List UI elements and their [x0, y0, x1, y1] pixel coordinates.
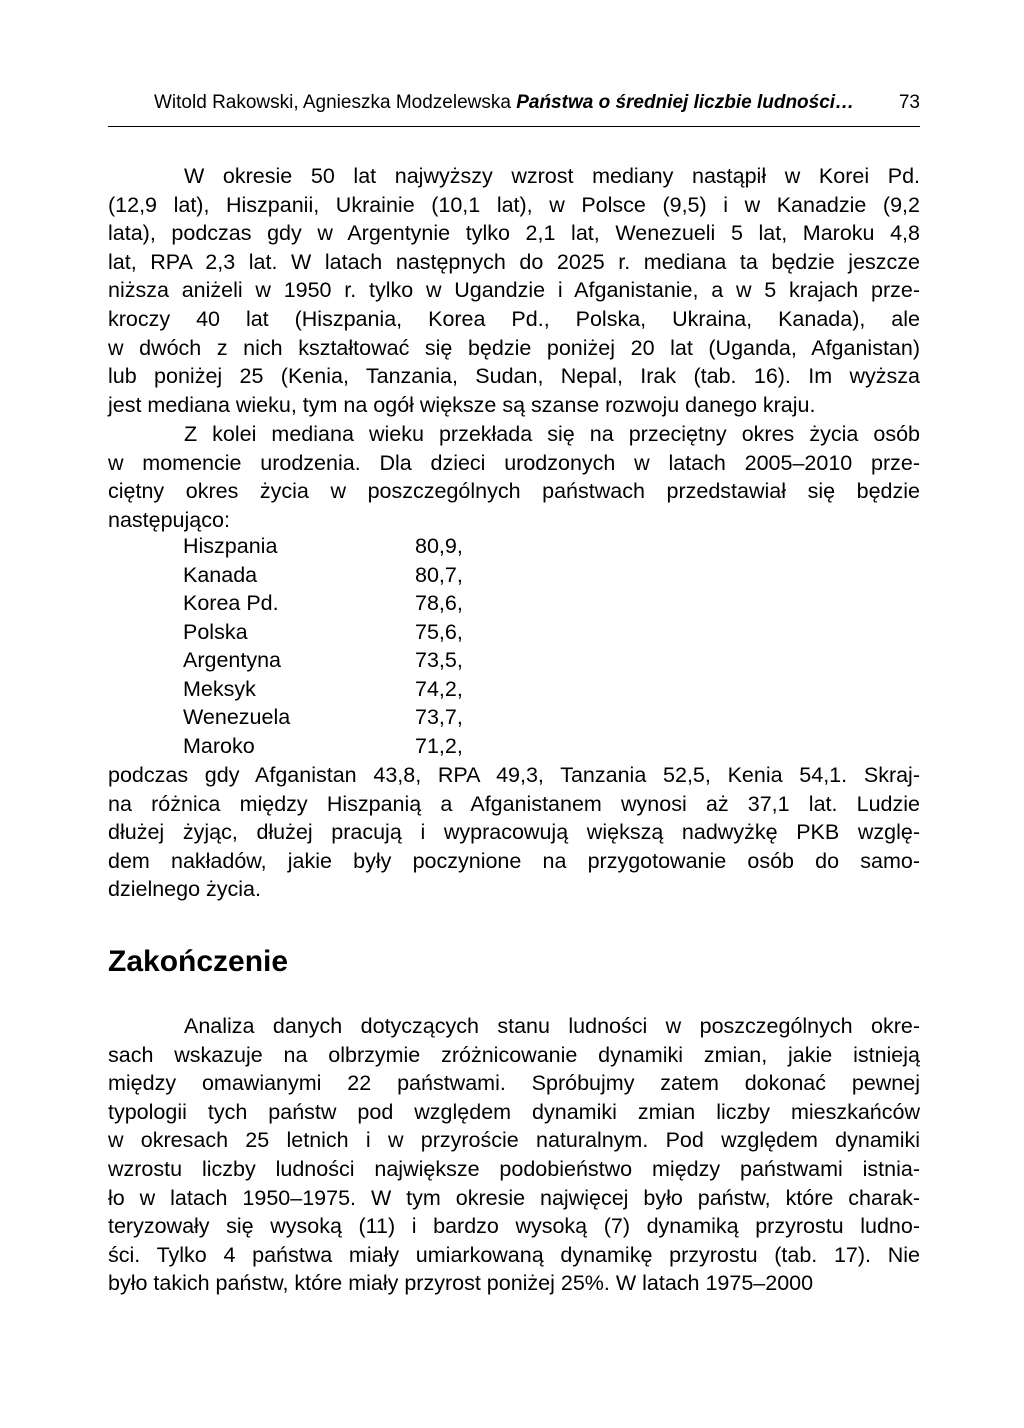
life-expectancy-value: 73,5,: [415, 648, 463, 672]
text-line: w okresach 25 letnich i w przyroście naturalnym. Pod względem dynamiki: [108, 1128, 920, 1153]
section-heading: Zakończenie: [108, 945, 289, 978]
list-item: [183, 532, 583, 561]
text-line: było takich państw, które miały przyrost poniżej 25%. W latach 1975–2000: [108, 1271, 814, 1296]
list-item: [183, 646, 583, 675]
list-item: [183, 561, 583, 590]
list-item: [183, 732, 583, 761]
text-line: kroczy 40 lat (Hiszpania, Korea Pd., Polska, Ukraina, Kanada), ale: [108, 306, 920, 331]
country-name: Argentyna: [183, 648, 282, 672]
paragraph-life-expectancy-intro: [108, 420, 920, 534]
text-line: dem nakładów, jakie były poczynione na przygotowanie osób do samo-: [108, 848, 920, 873]
text-line: (12,9 lat), Hiszpanii, Ukrainie (10,1 lat), w Polsce (9,5) i w Kanadzie (9,2: [108, 192, 920, 217]
list-item: [183, 589, 583, 618]
text-line: w dwóch z nich kształtować się będzie poniżej 20 lat (Uganda, Afganistan): [108, 335, 920, 360]
list-item: [183, 675, 583, 704]
text-line: teryzowały się wysoką (11) i bardzo wysoką (7) dynamiką przyrostu ludno-: [108, 1214, 920, 1239]
header-authors-and-title: [154, 88, 854, 118]
text-line: dłużej żyjąc, dłużej pracują i wypracowują większą nadwyżkę PKB wzglę-: [108, 820, 920, 845]
life-expectancy-value: 71,2,: [415, 733, 463, 758]
header-authors: Witold Rakowski, Agnieszka Modzelewska: [154, 92, 511, 113]
paragraph-conclusion: [108, 1012, 920, 1298]
text-line: lat, RPA 2,3 lat. W latach następnych do 2025 r. mediana ta będzie jeszcze: [108, 249, 920, 274]
text-line: lata), podczas gdy w Argentynie tylko 2,1 lat, Wenezueli 5 lat, Maroku 4,8: [108, 221, 920, 246]
country-name: Kanada: [183, 562, 258, 587]
header-rule: [108, 126, 920, 127]
life-expectancy-value: 80,9,: [415, 534, 463, 558]
life-expectancy-value: 75,6,: [415, 619, 463, 644]
text-line: typologii tych państw pod względem dynamiki zmian liczby mieszkańców: [108, 1099, 920, 1124]
paragraph-life-expectancy-comparison: [108, 761, 920, 904]
text-line: niższa aniżeli w 1950 r. tylko w Ugandzie i Afganistanie, a w 5 krajach prze-: [108, 278, 920, 303]
text-line: ści. Tylko 4 państwa miały umiarkowaną dynamikę przyrostu (tab. 17). Nie: [108, 1242, 920, 1267]
text-line: wzrostu liczby ludności największe podobieństwo między państwami istnia-: [108, 1156, 920, 1181]
text-line: w momencie urodzenia. Dla dzieci urodzonych w latach 2005–2010 prze-: [108, 450, 920, 475]
text-line: ło w latach 1950–1975. W tym okresie najwięcej było państw, które charak-: [108, 1185, 920, 1210]
life-expectancy-value: 78,6,: [415, 591, 463, 615]
header-title: Państwa o średniej liczbie ludności…: [516, 92, 855, 113]
paragraph-median-age: [108, 162, 920, 419]
list-item: [183, 618, 583, 647]
text-line: Z kolei mediana wieku przekłada się na przeciętny okres życia osób: [184, 422, 920, 446]
country-name: Polska: [183, 619, 248, 644]
country-name: Maroko: [183, 733, 255, 758]
text-line: następująco:: [108, 507, 230, 532]
country-name: Meksyk: [183, 676, 256, 701]
text-line: sach wskazuje na olbrzymie zróżnicowanie dynamiki zmian, jakie istnieją: [108, 1042, 920, 1067]
country-name: Wenezuela: [183, 705, 291, 729]
list-item: [183, 703, 583, 732]
running-header: [108, 88, 920, 118]
text-line: Analiza danych dotyczących stanu ludności w poszczególnych okre-: [184, 1014, 920, 1038]
text-line: podczas gdy Afganistan 43,8, RPA 49,3, Tanzania 52,5, Kenia 54,1. Skraj-: [108, 763, 920, 787]
text-line: jest mediana wieku, tym na ogół większe są szanse rozwoju danego kraju.: [108, 392, 816, 417]
life-expectancy-value: 73,7,: [415, 705, 463, 729]
life-expectancy-value: 80,7,: [415, 562, 463, 587]
country-name: Hiszpania: [183, 534, 278, 558]
page-number: 73: [898, 92, 920, 113]
life-expectancy-list: [183, 532, 583, 760]
text-line: na różnica między Hiszpanią a Afganistanem wynosi aż 37,1 lat. Ludzie: [108, 791, 920, 816]
text-line: ciętny okres życia w poszczególnych państwach przedstawiał się będzie: [108, 479, 920, 504]
life-expectancy-value: 74,2,: [415, 676, 463, 701]
country-name: Korea Pd.: [183, 591, 279, 615]
text-line: W okresie 50 lat najwyższy wzrost mediany nastąpił w Korei Pd.: [184, 164, 920, 188]
text-line: między omawianymi 22 państwami. Spróbujmy zatem dokonać pewnej: [108, 1071, 920, 1096]
text-line: lub poniżej 25 (Kenia, Tanzania, Sudan, Nepal, Irak (tab. 16). Im wyższa: [108, 364, 920, 389]
text-line: dzielnego życia.: [108, 877, 261, 902]
